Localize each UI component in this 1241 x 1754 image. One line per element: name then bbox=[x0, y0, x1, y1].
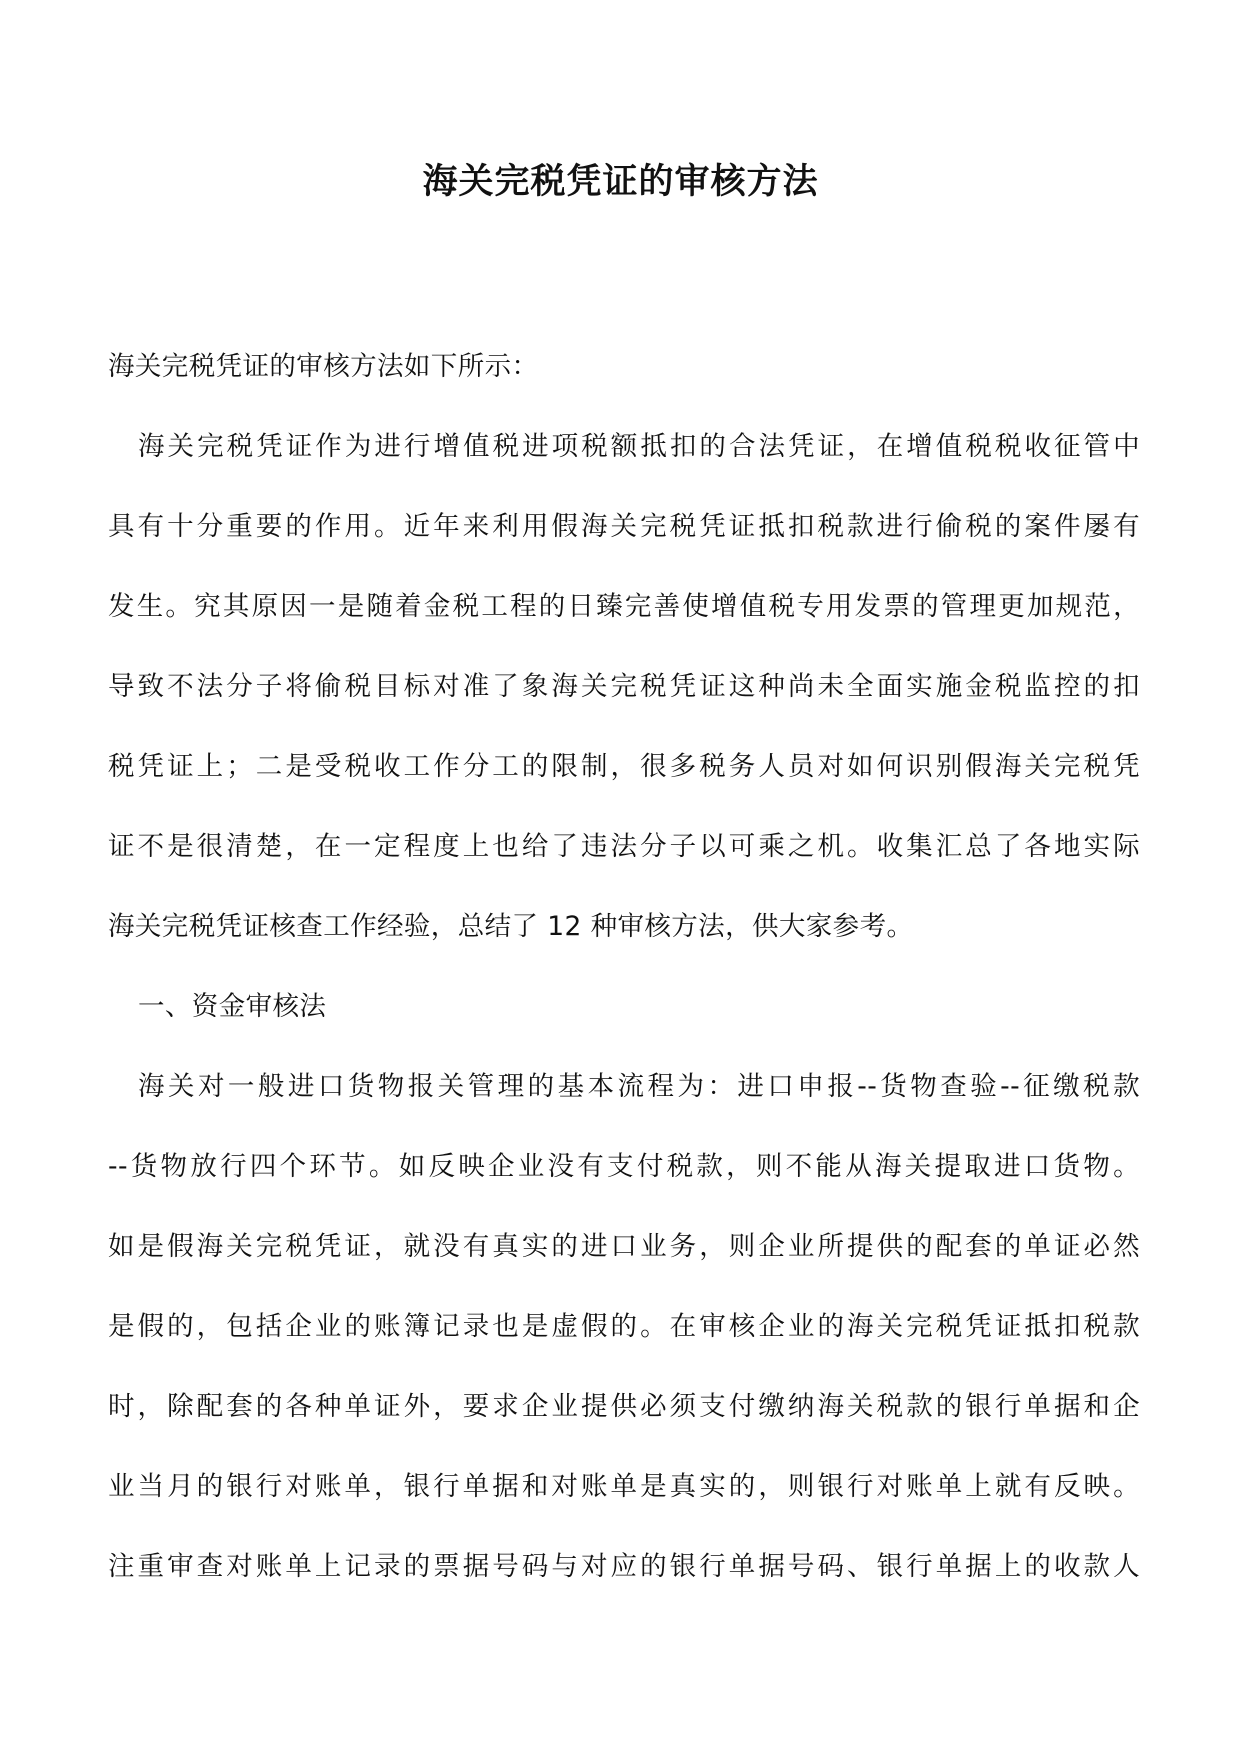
paragraph-line: 税凭证上；二是受税收工作分工的限制，很多税务人员对如何识别假海关完税凭 bbox=[108, 751, 1140, 782]
paragraph-line: 如是假海关完税凭证，就没有真实的进口业务，则企业所提供的配套的单证必然 bbox=[108, 1231, 1140, 1262]
paragraph-line: 导致不法分子将偷税目标对准了象海关完税凭证这种尚未全面实施金税监控的扣 bbox=[108, 671, 1140, 702]
paragraph-line: 具有十分重要的作用。近年来利用假海关完税凭证抵扣税款进行偷税的案件屡有 bbox=[108, 511, 1140, 542]
document-title: 海关完税凭证的审核方法 bbox=[422, 161, 819, 202]
paragraph-line: 证不是很清楚，在一定程度上也给了违法分子以可乘之机。收集汇总了各地实际 bbox=[108, 831, 1140, 862]
paragraph-line: 海关完税凭证作为进行增值税进项税额抵扣的合法凭证，在增值税税收征管中 bbox=[138, 431, 1140, 462]
paragraph-line: 注重审查对账单上记录的票据号码与对应的银行单据号码、银行单据上的收款人 bbox=[108, 1551, 1140, 1582]
paragraph-line: 时，除配套的各种单证外，要求企业提供必须支付缴纳海关税款的银行单据和企 bbox=[108, 1391, 1140, 1422]
paragraph-line: --货物放行四个环节。如反映企业没有支付税款，则不能从海关提取进口货物。 bbox=[108, 1151, 1140, 1182]
section-heading: 一、资金审核法 bbox=[138, 991, 327, 1022]
intro-line: 海关完税凭证的审核方法如下所示： bbox=[108, 351, 539, 382]
paragraph-line: 业当月的银行对账单，银行单据和对账单是真实的，则银行对账单上就有反映。 bbox=[108, 1471, 1140, 1502]
paragraph-line: 发生。究其原因一是随着金税工程的日臻完善使增值税专用发票的管理更加规范， bbox=[108, 591, 1140, 622]
paragraph-line: 是假的，包括企业的账簿记录也是虚假的。在审核企业的海关完税凭证抵扣税款 bbox=[108, 1311, 1140, 1342]
paragraph-line: 海关对一般进口货物报关管理的基本流程为：进口申报--货物查验--征缴税款 bbox=[138, 1071, 1140, 1102]
paragraph-line: 海关完税凭证核查工作经验，总结了 12 种审核方法，供大家参考。 bbox=[108, 911, 914, 942]
